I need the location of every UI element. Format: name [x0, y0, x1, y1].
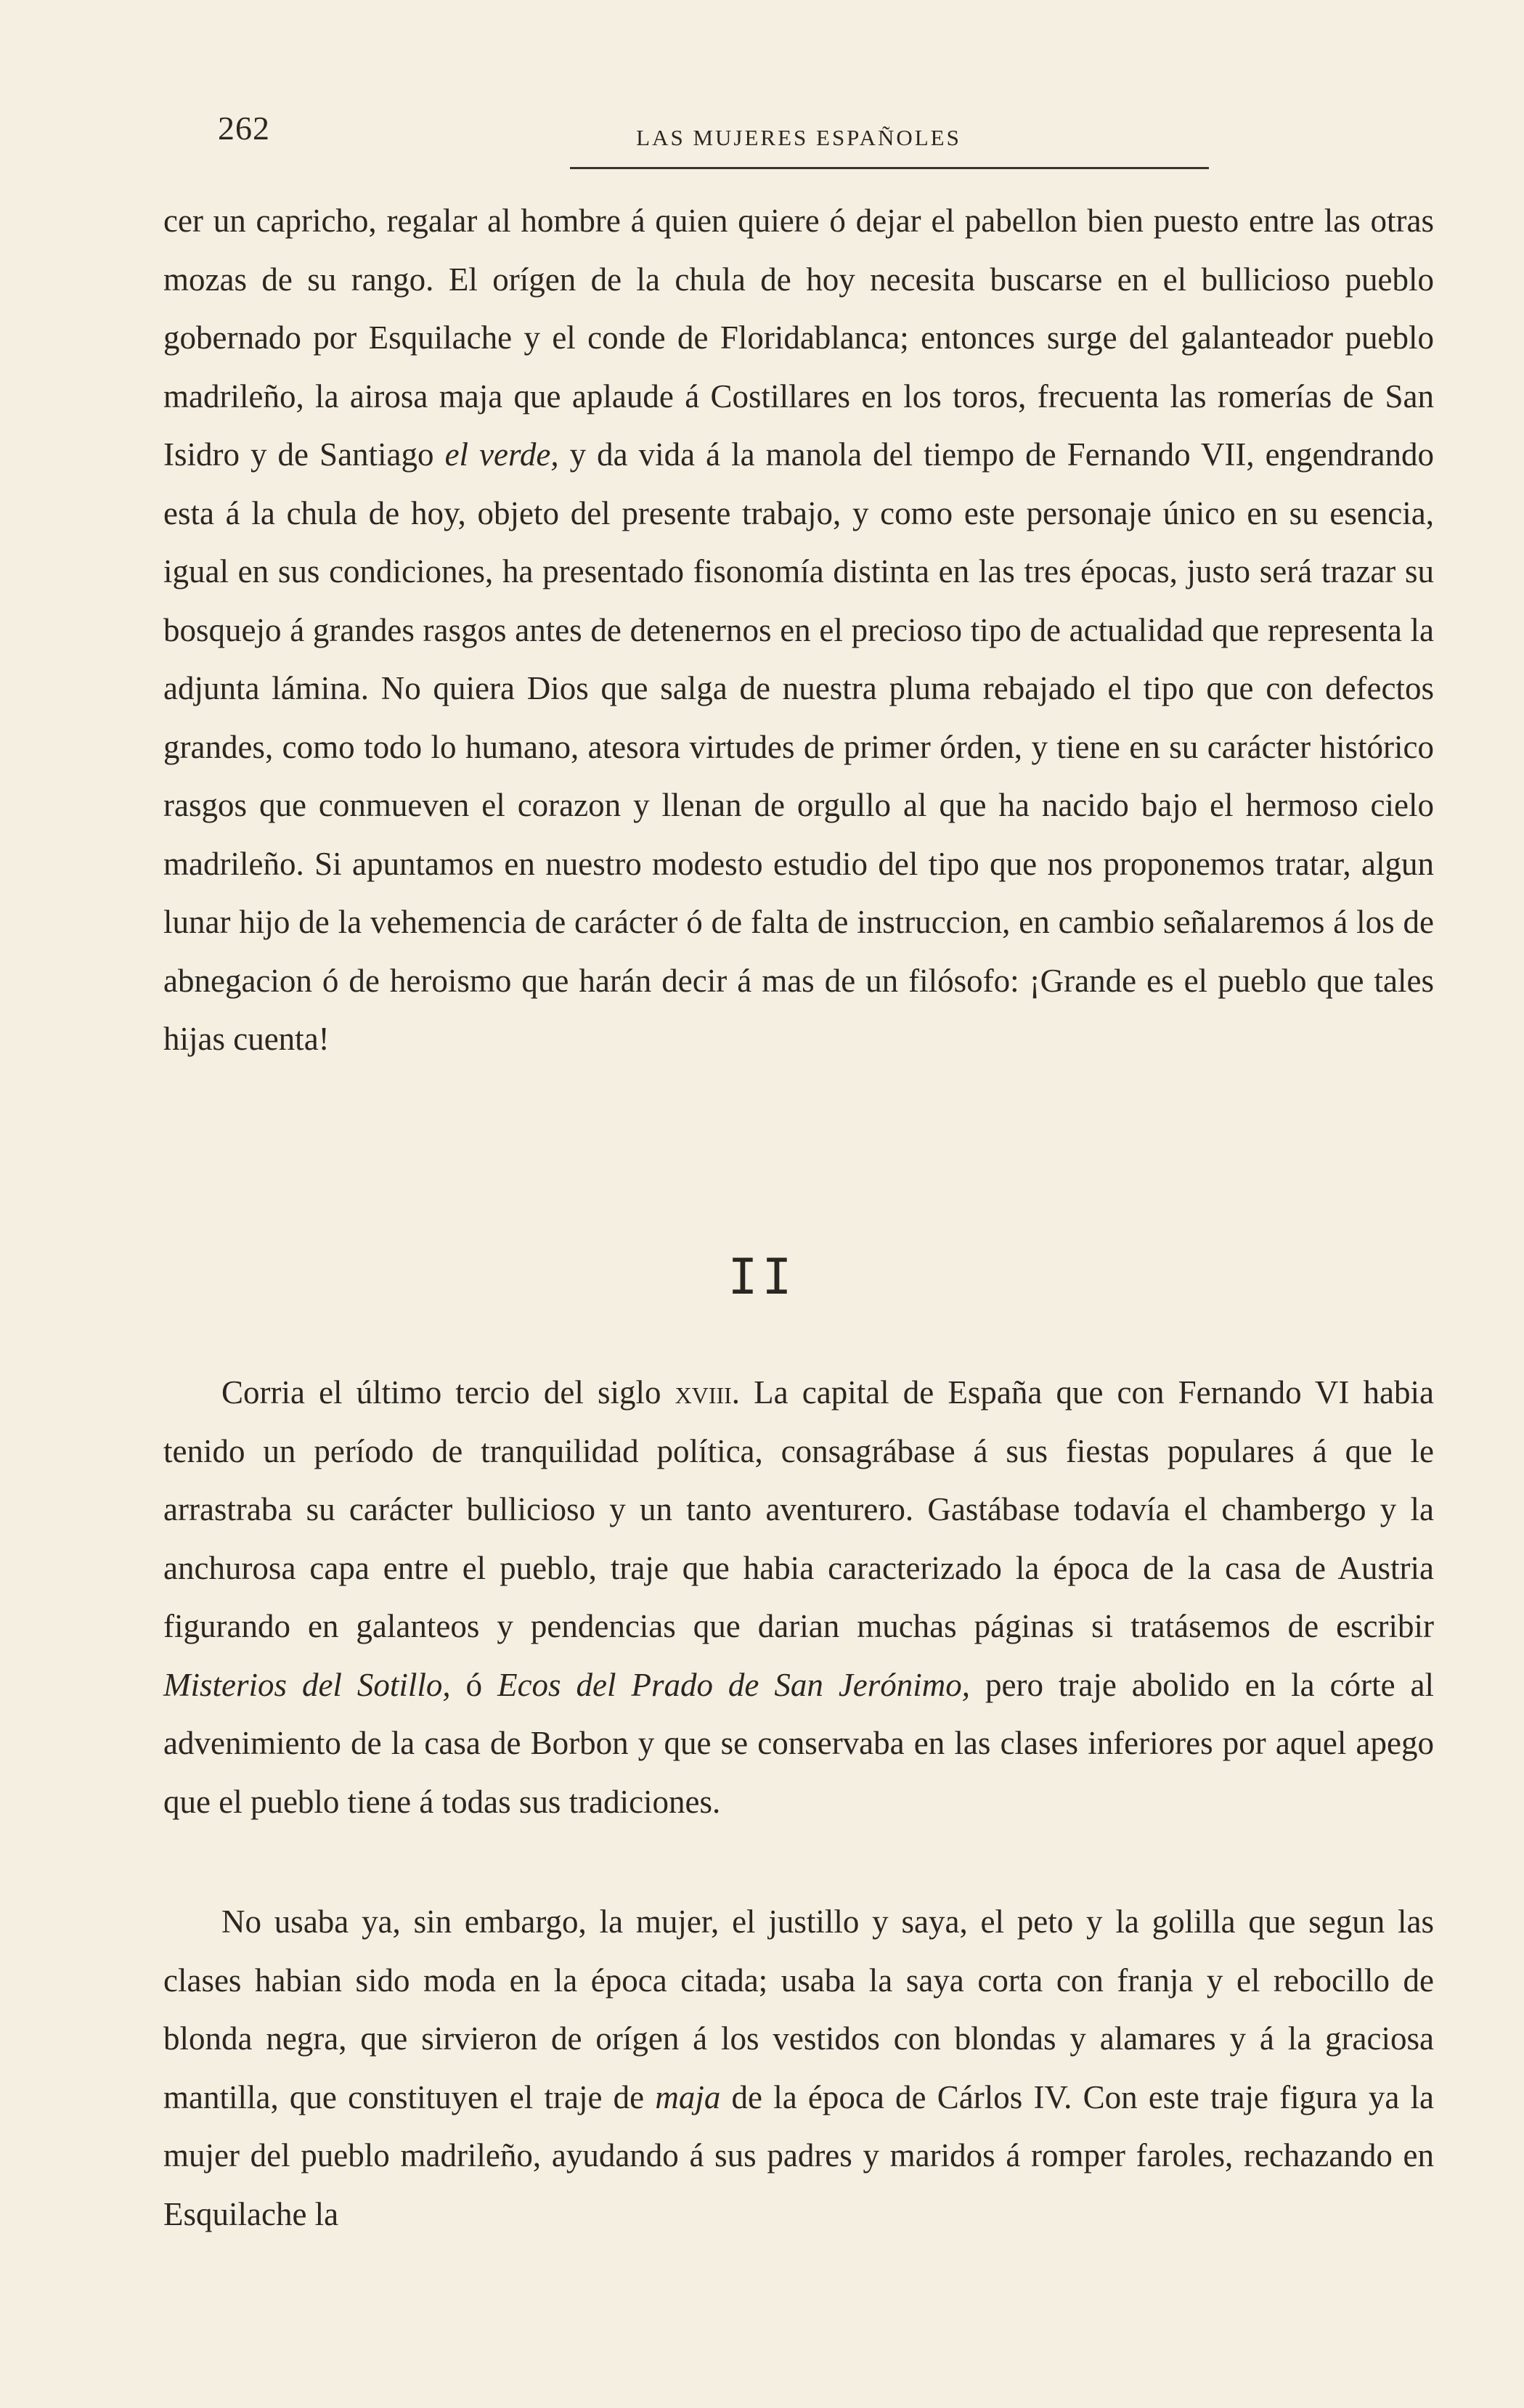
page-number: 262 [218, 110, 270, 147]
paragraph-1-text-after: y da vida á la manola del tiempo de Fernando VII, engendrando esta á la chula de hoy, objeto del presente trabajo, y como este personaje único en su esencia, igual en sus condiciones, ha presentado fisonomía distinta en las tres épocas, justo será trazar su bosquejo á grandes rasgos antes de detenernos en el precioso tipo de actualidad que representa la adjunta lámina. No quiera Dios que salga de nuestra pluma rebajado el tipo que con defectos grandes, como todo lo humano, atesora virtudes de primer órden, y tiene en su carácter histórico rasgos que conmueven el corazon y llenan de orgullo al que ha nacido bajo el hermoso cielo madrileño. Si apuntamos en nuestro modesto estudio del tipo que nos proponemos tratar, algun lunar hijo de la vehemencia de carácter ó de falta de instruccion, en cambio señalaremos á los de abnegacion ó de heroismo que harán decir á mas de un filósofo: ¡Grande es el pueblo que tales hijas cuenta! [163, 436, 1435, 1057]
paragraph-3-text-1: No usaba ya, sin embargo, la mujer, el justillo y saya, el peto y la golilla que segun las clases habian sido moda en la época citada; usaba la saya corta con franja y el rebocillo de blonda negra, que sirvieron de orígen á los vestidos con blondas y alamares y á la graciosa mantilla, que constituyen el traje de [163, 1903, 1434, 2115]
paragraph-1 [163, 192, 1434, 1069]
running-header [163, 109, 1434, 167]
paragraph-2-text-2: . La capital de España que con Fernando VI habia tenido un período de tranquilidad política, consagrábase á sus fiestas populares á que le arrastraba su carácter bullicioso y un tanto aventurero. Gastábase todavía el chambergo y la anchurosa capa entre el pueblo, traje que habia caracterizado la época de la casa de Austria figurando en galanteos y pendencias que darian muchas páginas si tratásemos de escribir [163, 1374, 1434, 1644]
century-numeral: xviii [675, 1374, 732, 1411]
section-heading: II [728, 1249, 796, 1306]
paragraph-2-text-1: Corria el último tercio del siglo [221, 1374, 675, 1411]
paragraph-1-text: cer un capricho, regalar al hombre á quien quiere ó dejar el pabellon bien puesto entre las otras mozas de su rango. El orígen de la chula de hoy necesita buscarse en el bullicioso pueblo gobernado por Esquilache y el conde de Floridablanca; entonces surge del galanteador pueblo madrileño, la airosa maja que aplaude á Costillares en los toros, frecuenta las romerías de San Isidro y de Santiago [163, 203, 1434, 473]
paragraph-2-italic-1: Misterios del Sotillo, [163, 1666, 451, 1703]
paragraph-3-italic: maja [655, 2078, 721, 2115]
paragraph-2-italic-2: Ecos del Prado de San Jerónimo, [497, 1666, 971, 1703]
paragraph-2-text-4: pero traje abolido en la córte al advenimiento de la casa de Borbon y que se conservaba en las clases inferiores por aquel apego que el pueblo tiene á todas sus tradiciones. [163, 1666, 1434, 1820]
paragraph-2-text-3: ó [450, 1666, 498, 1703]
paragraph-2 [163, 1363, 1434, 1831]
paragraph-3 [163, 1893, 1434, 2243]
running-title: LAS MUJERES ESPAÑOLES [636, 125, 961, 150]
header-rule [570, 167, 1209, 169]
paragraph-1-italic: el verde, [444, 436, 559, 473]
paragraph-3-text-2: de la época de Cárlos IV. Con este traje figura ya la mujer del pueblo madrileño, ayudando á sus padres y maridos á romper faroles, rechazando en Esquilache la [163, 2078, 1434, 2232]
